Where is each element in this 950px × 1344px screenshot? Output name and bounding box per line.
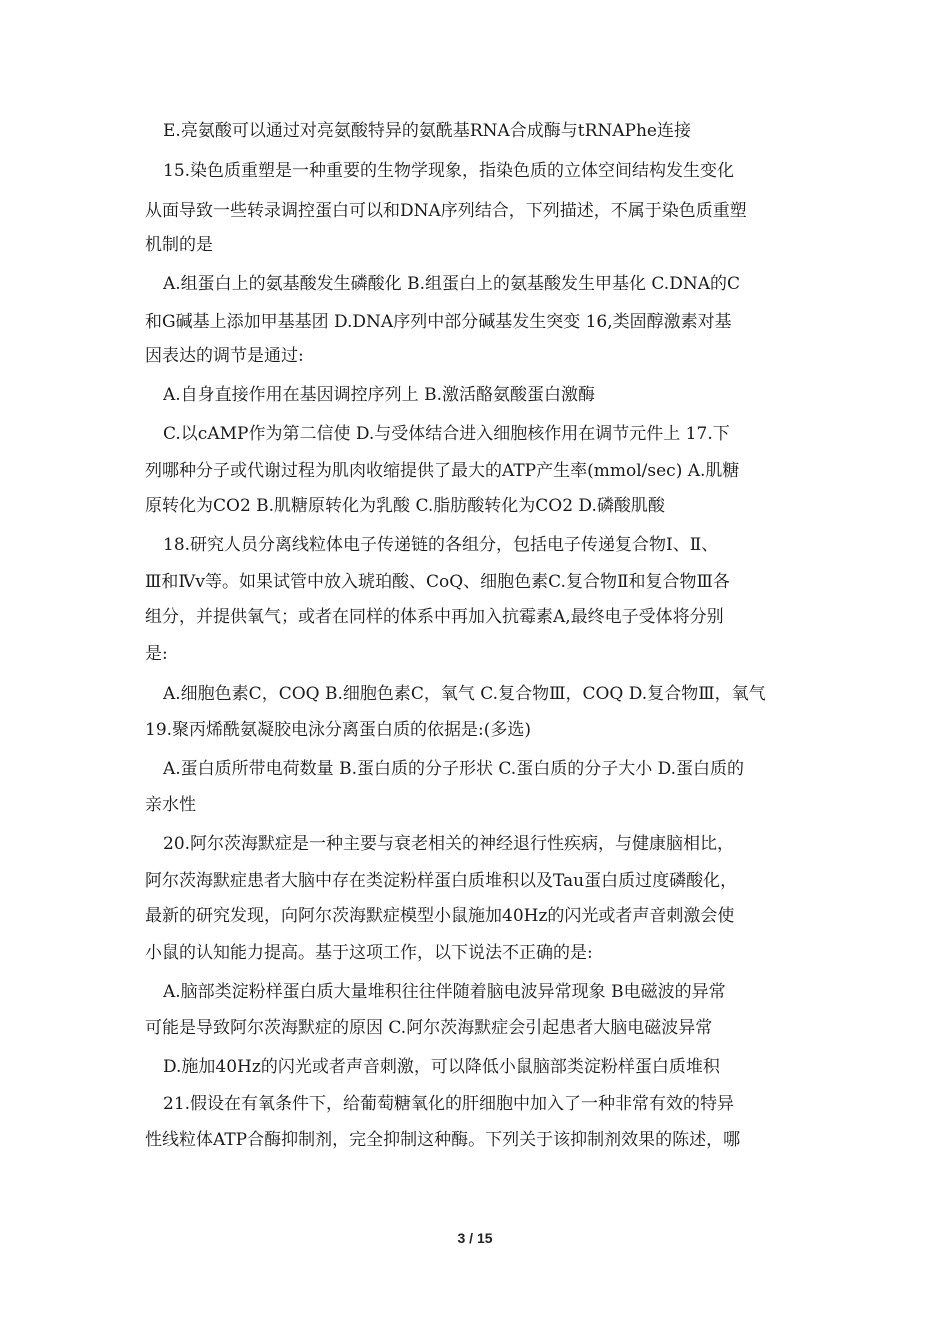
text-line: 亲水性 <box>145 795 196 815</box>
text-line: 18.研究人员分离线粒体电子传递链的各组分，包括电子传递复合物Ⅰ、Ⅱ、 <box>163 535 719 555</box>
page-number: 3 / 15 <box>457 1230 493 1246</box>
text-line: 是: <box>145 644 168 664</box>
text-line: 性线粒体ATP合酶抑制剂，完全抑制这种酶。下列关于该抑制剂效果的陈述，哪 <box>145 1130 741 1150</box>
text-line: D.施加40Hz的闪光或者声音刺激，可以降低小鼠脑部类淀粉样蛋白质堆积 <box>163 1057 720 1077</box>
text-line: 15.染色质重塑是一种重要的生物学现象，指染色质的立体空间结构发生变化 <box>163 161 735 181</box>
text-line: 因表达的调节是通过: <box>145 346 304 366</box>
text-line: 小鼠的认知能力提高。基于这项工作，以下说法不正确的是: <box>145 943 593 963</box>
text-line: 最新的研究发现，向阿尔茨海默症模型小鼠施加40Hz的闪光或者声音刺激会使 <box>145 906 735 926</box>
text-line: A.蛋白质所带电荷数量 B.蛋白质的分子形状 C.蛋白质的分子大小 D.蛋白质的 <box>163 759 745 779</box>
text-line: C.以cAMP作为第二信使 D.与受体结合进入细胞核作用在调节元件上 17.下 <box>163 424 730 444</box>
text-line: 可能是导致阿尔茨海默症的原因 C.阿尔茨海默症会引起患者大脑电磁波异常 <box>145 1018 713 1038</box>
text-line: 和G碱基上添加甲基基团 D.DNA序列中部分碱基发生突变 16,类固醇激素对基 <box>145 312 732 332</box>
text-line: 机制的是 <box>145 235 213 255</box>
text-line: A.自身直接作用在基因调控序列上 B.激活酪氨酸蛋白激酶 <box>163 385 595 405</box>
text-line: 19.聚丙烯酰氨凝胶电泳分离蛋白质的依据是:(多选) <box>145 720 532 740</box>
text-line: 原转化为CO2 B.肌糖原转化为乳酸 C.脂肪酸转化为CO2 D.磷酸肌酸 <box>145 496 665 516</box>
text-line: A.脑部类淀粉样蛋白质大量堆积往往伴随着脑电波异常现象 B电磁波的异常 <box>163 982 726 1002</box>
text-line: 从面导致一些转录调控蛋白可以和DNA序列结合，下列描述，不属于染色质重塑 <box>145 201 747 221</box>
text-line: 列哪种分子或代谢过程为肌肉收缩提供了最大的ATP产生率(mmol/sec) A.肌糖 <box>145 461 740 481</box>
text-line: A.细胞色素C，COQ B.细胞色素C，氧气 C.复合物Ⅲ，COQ D.复合物Ⅲ，氧气 <box>163 684 766 704</box>
text-line: 21.假设在有氧条件下，给葡萄糖氧化的肝细胞中加入了一种非常有效的特异 <box>163 1094 735 1114</box>
text-line: 20.阿尔茨海默症是一种主要与衰老相关的神经退行性疾病，与健康脑相比， <box>163 834 735 854</box>
text-line: A.组蛋白上的氨基酸发生磷酸化 B.组蛋白上的氨基酸发生甲基化 C.DNA的C <box>163 274 740 294</box>
text-line: E.亮氨酸可以通过对亮氨酸特异的氨酰基RNA合成酶与tRNAPhe连接 <box>163 121 691 141</box>
text-line: Ⅲ和Ⅳv等。如果试管中放入琥珀酸、CoQ、细胞色素C.复合物Ⅱ和复合物Ⅲ各 <box>145 572 730 592</box>
text-line: 阿尔茨海默症患者大脑中存在类淀粉样蛋白质堆积以及Tau蛋白质过度磷酸化， <box>145 871 738 891</box>
text-line: 组分，并提供氧气；或者在同样的体系中再加入抗霉素A,最终电子受体将分别 <box>145 607 724 627</box>
